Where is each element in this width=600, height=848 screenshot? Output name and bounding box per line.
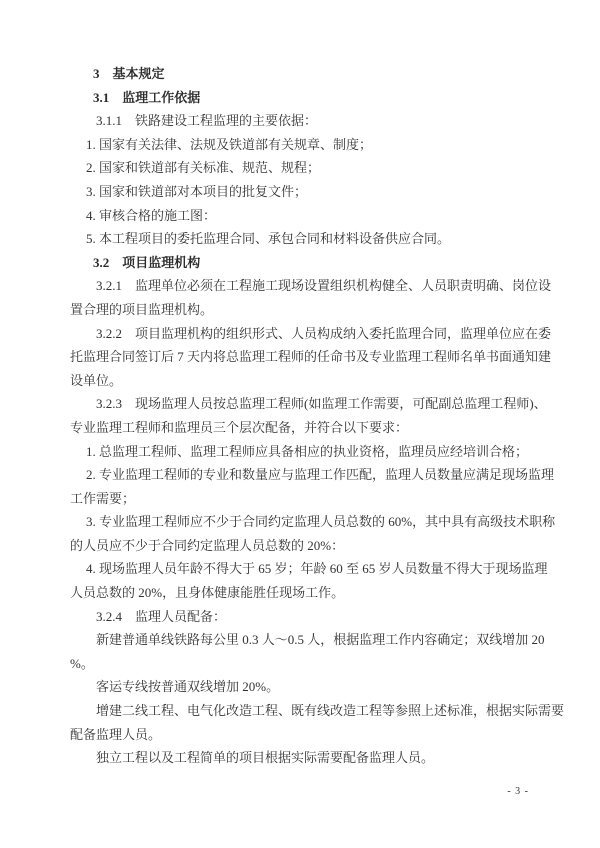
text-line: 专业监理工程师和监理员三个层次配备，并符合以下要求：	[70, 419, 409, 435]
text-line: 工作需要；	[70, 490, 136, 506]
text-line: 3.2.3 现场监理人员按总监理工程师(如监理工作需要，可配副总监理工程师)、	[96, 396, 547, 412]
page-number: - 3 -	[507, 786, 529, 797]
text-line: 客运专线按普通双线增加 20%。	[96, 679, 280, 695]
text-line: %。	[70, 655, 94, 671]
text-line: 3.2.2 项目监理机构的组织形式、人员构成纳入委托监理合同，监理单位应在委	[96, 325, 552, 341]
text-line: 3.1.1 铁路建设工程监理的主要依据：	[96, 113, 318, 129]
text-line: 置合理的项目监理机构。	[70, 301, 214, 317]
text-line: 新建普通单线铁路每公里 0.3 人～0.5 人，根据监理工作内容确定；双线增加 20	[96, 632, 545, 648]
text-line: 3.2.1 监理单位必须在工程施工现场设置组织机构健全、人员职责明确、岗位设	[96, 278, 552, 294]
section-heading: 3.1 监理工作依据	[93, 89, 201, 105]
text-line: 设单位。	[70, 372, 123, 388]
text-line: 增建二线工程、电气化改造工程、既有线改造工程等参照上述标准，根据实际需要	[96, 703, 565, 719]
text-line: 4. 现场监理人员年龄不得大于 65 岁；年龄 60 至 65 岁人员数量不得大于现场监理	[86, 561, 548, 577]
text-line: 3. 国家和铁道部对本项目的批复文件；	[86, 183, 308, 199]
section-heading: 3.2 项目监理机构	[93, 254, 201, 270]
text-line: 配备监理人员。	[70, 726, 162, 742]
text-line: 4. 审核合格的施工图：	[86, 207, 217, 223]
text-line: 托监理合同签订后 7 天内将总监理工程师的任命书及专业监理工程师名单书面通知建	[70, 349, 552, 365]
text-line: 1. 总监理工程师、监理工程师应具备相应的执业资格，监理员应经培训合格；	[86, 443, 529, 459]
text-line: 3. 专业监理工程师应不少于合同约定监理人员总数的 60%，其中具有高级技术职称	[86, 514, 556, 530]
text-line: 3.2.4 监理人员配备：	[96, 608, 227, 624]
text-line: 2. 国家和铁道部有关标准、规范、规程；	[86, 160, 321, 176]
text-line: 5. 本工程项目的委托监理合同、承包合同和材料设备供应合同。	[86, 231, 451, 247]
section-heading: 3 基本规定	[93, 66, 165, 81]
text-line: 1. 国家有关法律、法规及铁道部有关规章、制度；	[86, 136, 373, 152]
document-body	[70, 62, 565, 770]
text-line: 的人员应不少于合同约定监理人员总数的 20%：	[70, 537, 345, 553]
text-line: 人员总数的 20%，且身体健康能胜任现场工作。	[70, 585, 345, 601]
text-line: 独立工程以及工程简单的项目根据实际需要配备监理人员。	[96, 750, 435, 766]
text-line: 2. 专业监理工程师的专业和数量应与监理工作匹配，监理人员数量应满足现场监理	[86, 467, 555, 483]
